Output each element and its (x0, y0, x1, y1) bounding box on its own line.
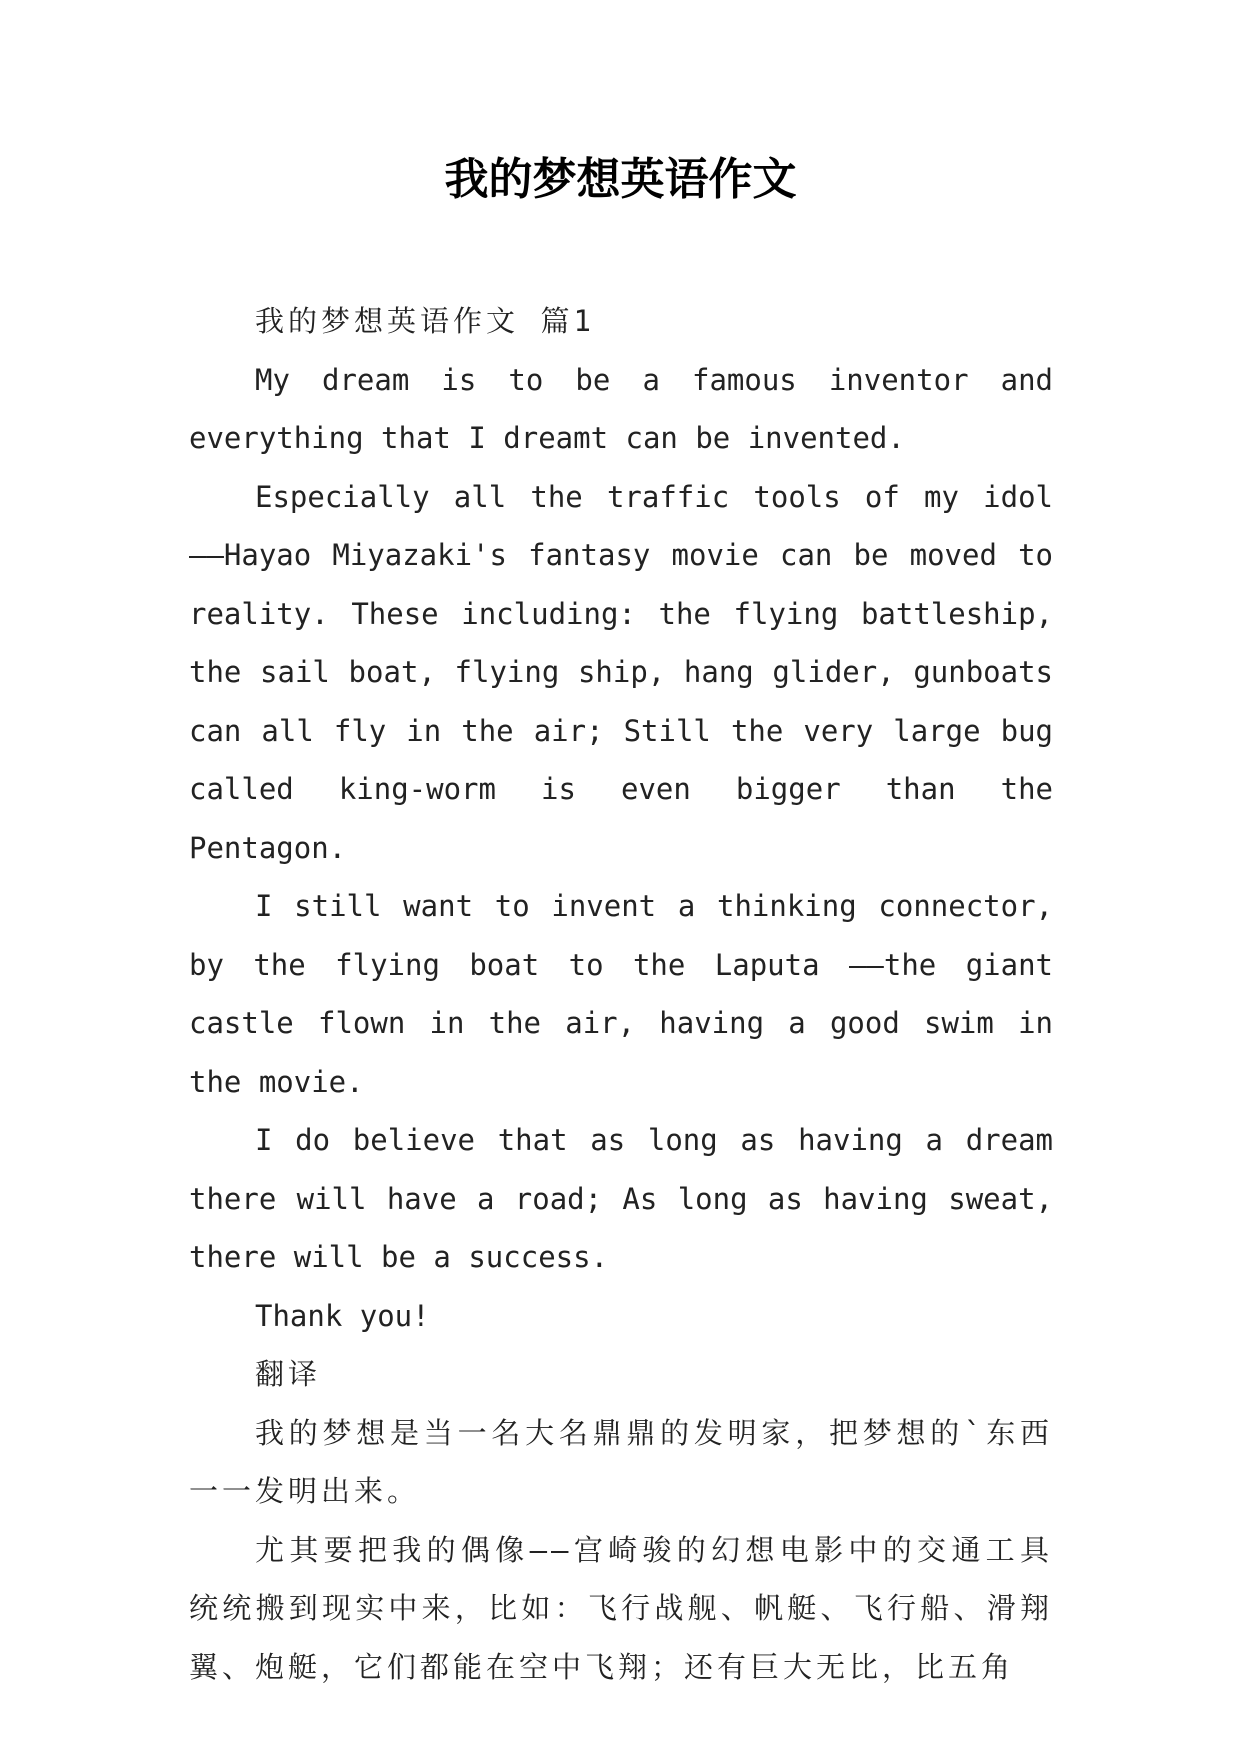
paragraph-4: I do believe that as long as having a dream there will have a road; As long as having sweat, there will be a success. (189, 1123, 1053, 1274)
document-title: 我的梦想英语作文 (444, 154, 797, 205)
paragraph-1: My dream is to be a famous inventor and everything that I dreamt can be invented. (189, 362, 1053, 455)
translation-paragraph-1: 我的梦想是当一名大名鼎鼎的发明家，把梦想的`东西一一发明出来。 (189, 1415, 1053, 1508)
paragraph-3: I still want to invent a thinking connector, by the flying boat to the Laputa ——the giant castle flown in the air, having a good swim in the movie. (189, 889, 1053, 1099)
paragraph-5: Thank you! (255, 1298, 430, 1333)
paragraph-2: Especially all the traffic tools of my idol ——Hayao Miyazaki's fantasy movie can be moved to reality. These including: the flying battleship, the sail boat, flying ship, hang glider, gunboats can all fly in the air; Still the very large bug called king-worm is even bigger than the Pentagon. (189, 479, 1053, 865)
translation-heading: 翻译 (255, 1357, 322, 1391)
translation-paragraph-2: 尤其要把我的偶像——宫崎骏的幻想电影中的交通工具统统搬到现实中来，比如：飞行战舰、帆艇、飞行船、滑翔翼、炮艇，它们都能在空中飞翔；还有巨大无比，比五角 (189, 1532, 1053, 1684)
document-body (189, 292, 1053, 1696)
section-heading: 我的梦想英语作文 篇1 (255, 304, 595, 338)
